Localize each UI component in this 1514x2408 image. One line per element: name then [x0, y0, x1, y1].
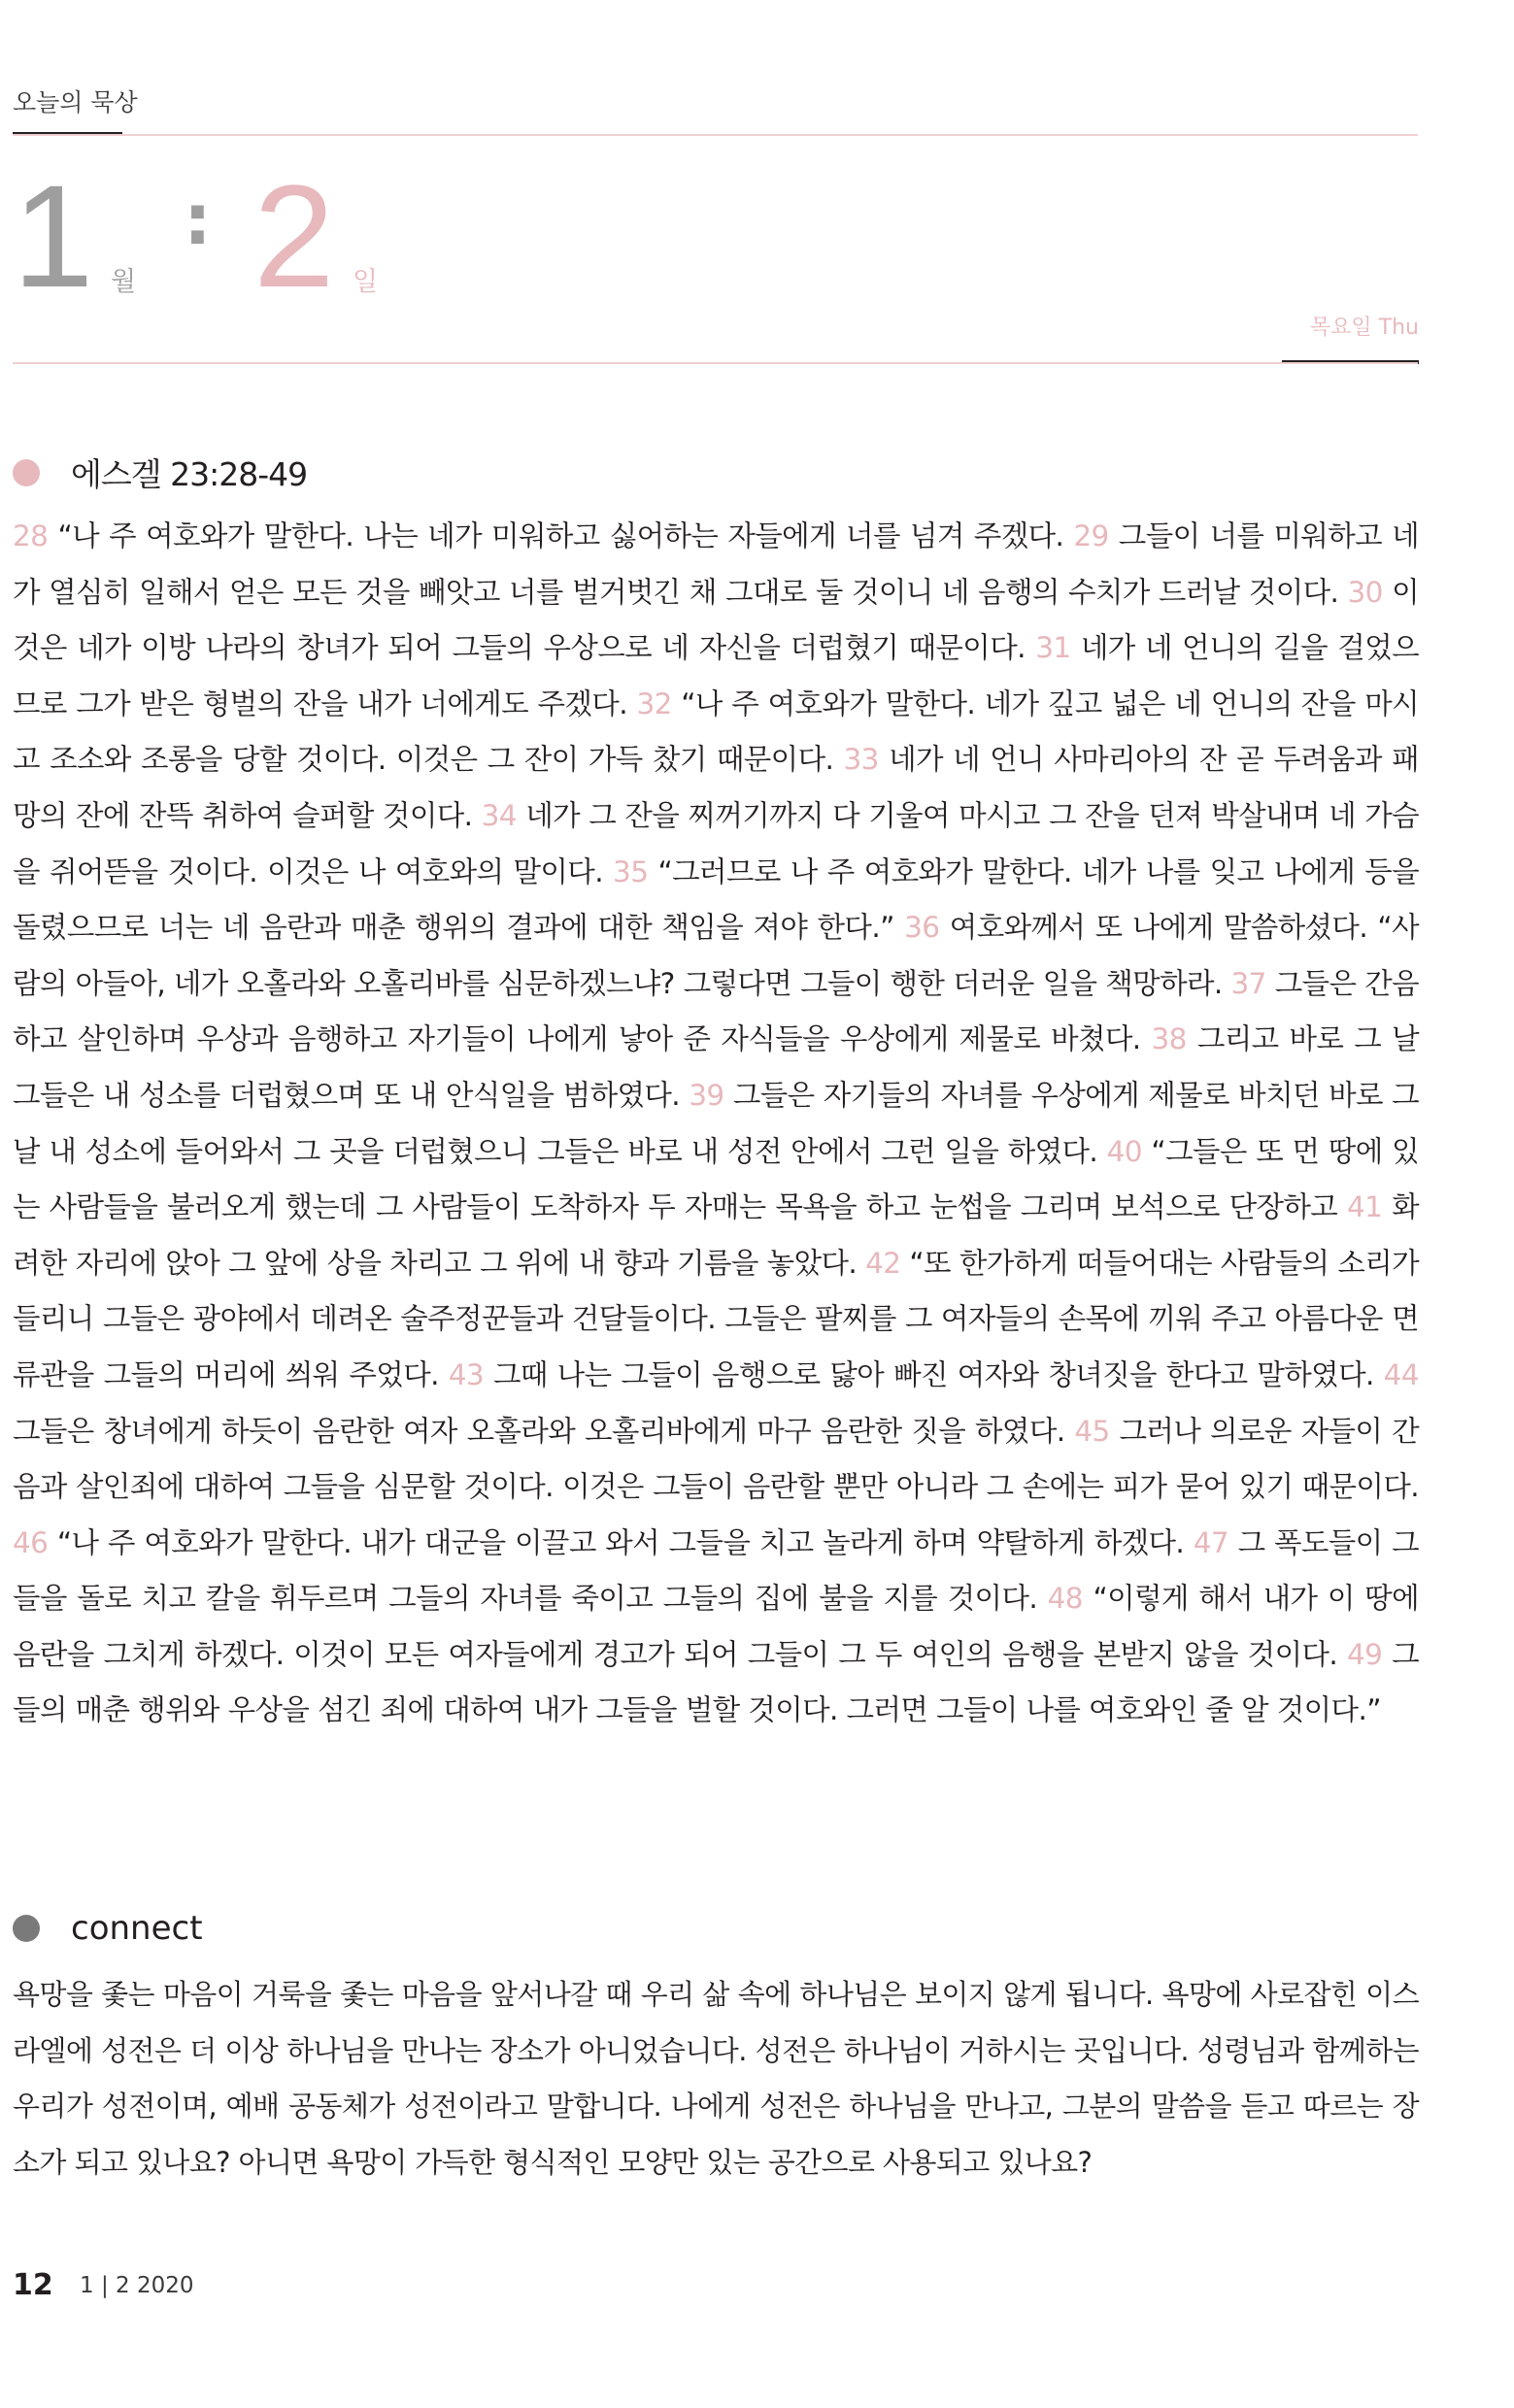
- verse-text: 이것은 네가 이방 나라의 창녀가 되어 그들의 우상으로 네 자신을 더럽혔기 때문이다.: [13, 575, 1419, 665]
- verse-number: 29: [1073, 519, 1109, 552]
- verse-text: “이렇게 해서 내가 이 땅에 음란을 그치게 하겠다. 이것이 모든 여자들에게 경고가 되어 그들이 그 두 여인의 음행을 본받지 않을 것이다.: [13, 1582, 1420, 1671]
- footer-date: 1 | 2 2020: [80, 2273, 194, 2298]
- verse-text: 여호와께서 또 나에게 말씀하셨다. “사람의 아들아, 네가 오홀라와 오홀리바를 심문하겠느냐? 그렇다면 그들이 행한 더러운 일을 책망하라.: [13, 911, 1419, 1000]
- day-number: 2: [253, 154, 335, 318]
- verse-text: 그러나 의로운 자들이 간음과 살인죄에 대하여 그들을 심문할 것이다. 이것은 그들이 음란할 뿐만 아니라 그 손에는 피가 묻어 있기 때문이다.: [13, 1414, 1419, 1504]
- scripture-text: [13, 509, 1419, 1739]
- verse-number: 37: [1230, 966, 1266, 1000]
- bullet-dot-icon: [13, 459, 40, 486]
- verse-text: “나 주 여호와가 말한다. 내가 대군을 이끌고 와서 그들을 치고 놀라게 하며 약탈하게 하겠다.: [56, 1525, 1194, 1559]
- verse-text: 그들은 간음하고 살인하며 우상과 음행하고 자기들이 나에게 낳아 준 자식들을 우상에게 제물로 바쳤다.: [13, 966, 1420, 1056]
- verse-text: 그때 나는 그들이 음행으로 닳아 빠진 여자와 창녀짓을 한다고 말하였다.: [493, 1357, 1384, 1391]
- verse-number: 41: [1346, 1190, 1383, 1224]
- verse-text: “나 주 여호와가 말한다. 네가 깊고 넓은 네 언니의 잔을 마시고 조소와 조롱을 당할 것이다. 이것은 그 잔이 가득 찼기 때문이다.: [13, 686, 1419, 777]
- section-label: 오늘의 묵상: [13, 88, 138, 117]
- verse-text: 화려한 자리에 앉아 그 앞에 상을 차리고 그 위에 내 향과 기름을 놓았다.: [13, 1190, 1419, 1280]
- header-bottom-divider: [13, 362, 1418, 364]
- verse-number: 42: [865, 1246, 901, 1280]
- month-unit: 월: [111, 267, 137, 297]
- verse-text: 네가 네 언니의 길을 걸었으므로 그가 받은 형벌의 잔을 내가 너에게도 주겠다.: [13, 631, 1419, 720]
- verse-number: 35: [613, 854, 649, 888]
- verse-text: “나 주 여호와가 말한다. 나는 네가 미워하고 싫어하는 자들에게 너를 넘겨 주겠다.: [57, 519, 1074, 552]
- verse-text: 그들의 매춘 행위와 우상을 섬긴 죄에 대하여 내가 그들을 벌할 것이다. 그러면 그들이 나를 여호와인 줄 알 것이다.”: [13, 1637, 1420, 1727]
- day-unit: 일: [353, 267, 379, 297]
- date-colon: :: [184, 179, 212, 260]
- verse-text: “그들은 또 먼 땅에 있는 사람들을 불러오게 했는데 그 사람들이 도착하자 두 자매는 목욕을 하고 눈썹을 그리며 보석으로 단장하고: [13, 1134, 1420, 1224]
- verse-text: “그러므로 나 주 여호와가 말한다. 네가 나를 잊고 나에게 등을 돌렸으므로 너는 네 음란과 매춘 행위의 결과에 대한 책임을 져야 한다.”: [13, 854, 1420, 945]
- verse-number: 39: [689, 1078, 724, 1112]
- verse-number: 28: [13, 519, 49, 552]
- connect-heading: [13, 1909, 203, 1948]
- verse-text: 그리고 바로 그 날 그들은 내 성소를 더럽혔으며 또 내 안식일을 범하였다.: [13, 1022, 1419, 1112]
- verse-number: 40: [1106, 1134, 1142, 1168]
- verse-text: 그 폭도들이 그들을 돌로 치고 칼을 휘두르며 그들의 자녀를 죽이고 그들의 집에 불을 지를 것이다.: [13, 1525, 1420, 1616]
- verse-text: 그들은 창녀에게 하듯이 음란한 여자 오홀라와 오홀리바에게 마구 음란한 짓을 하였다.: [13, 1414, 1075, 1448]
- verse-number: 43: [448, 1357, 485, 1391]
- verse-number: 46: [13, 1525, 49, 1559]
- bullet-dot-icon: [13, 1915, 40, 1942]
- verse-number: 38: [1151, 1022, 1187, 1056]
- verse-number: 45: [1074, 1414, 1110, 1448]
- scripture-heading: [13, 450, 307, 495]
- weekday-label: 목요일 Thu: [1309, 316, 1419, 340]
- verse-number: 44: [1383, 1357, 1419, 1391]
- verse-number: 36: [904, 911, 940, 945]
- verse-number: 47: [1193, 1525, 1229, 1559]
- month-number: 1: [13, 154, 94, 318]
- verse-number: 33: [843, 743, 879, 777]
- connect-title: connect: [71, 1909, 203, 1948]
- verse-number: 48: [1047, 1582, 1083, 1616]
- verse-text: 네가 그 잔을 찌꺼기까지 다 기울여 마시고 그 잔을 던져 박살내며 네 가슴을 쥐어뜯을 것이다. 이것은 나 여호와의 말이다.: [13, 798, 1419, 888]
- scripture-reference: 에스겔 23:28-49: [71, 455, 308, 493]
- verse-text: 그들이 너를 미워하고 네가 열심히 일해서 얻은 모든 것을 빼앗고 너를 벌거벗긴 채 그대로 둘 것이니 네 음행의 수치가 드러날 것이다.: [13, 519, 1420, 609]
- verse-number: 32: [636, 686, 672, 720]
- page-number: 12: [13, 2268, 53, 2302]
- verse-text: 그들은 자기들의 자녀를 우상에게 제물로 바치던 바로 그 날 내 성소에 들어와서 그 곳을 더럽혔으니 그들은 바로 내 성전 안에서 그런 일을 하였다.: [13, 1078, 1419, 1168]
- connect-text: 욕망을 좇는 마음이 거룩을 좇는 마음을 앞서나갈 때 우리 삶 속에 하나님은 보이지 않게 됩니다. 욕망에 사로잡힌 이스라엘에 성전은 더 이상 하나님을 만나는 장소가 아니었습니다. 성전은 하나님이 거하시는 곳입니다. 성령님과 함께하는 우리가 성전이며, 예배 공동체가 성전이라고 말합니다. 나에게 성전은 하나님을 만나고, 그분의 말씀을 듣고 따르는 장소가 되고 있나요? 아니면 욕망이 가득한 형식적인 모양만 있는 공간으로 사용되고 있나요?: [13, 1978, 1419, 2180]
- verse-text: 네가 네 언니 사마리아의 잔 곧 두려움과 패망의 잔에 잔뜩 취하여 슬퍼할 것이다.: [13, 743, 1419, 832]
- verse-number: 49: [1346, 1637, 1383, 1671]
- verse-text: “또 한가하게 떠들어대는 사람들의 소리가 들리니 그들은 광야에서 데려온 술주정꾼들과 건달들이다. 그들은 팔찌를 그 여자들의 손목에 끼워 주고 아름다운 면류관을 그들의 머리에 씌워 주었다.: [13, 1246, 1420, 1391]
- verse-number: 31: [1035, 631, 1071, 665]
- verse-number: 30: [1347, 575, 1383, 609]
- verse-number: 34: [481, 798, 517, 832]
- date-display: [13, 154, 692, 318]
- top-divider: [13, 134, 1418, 136]
